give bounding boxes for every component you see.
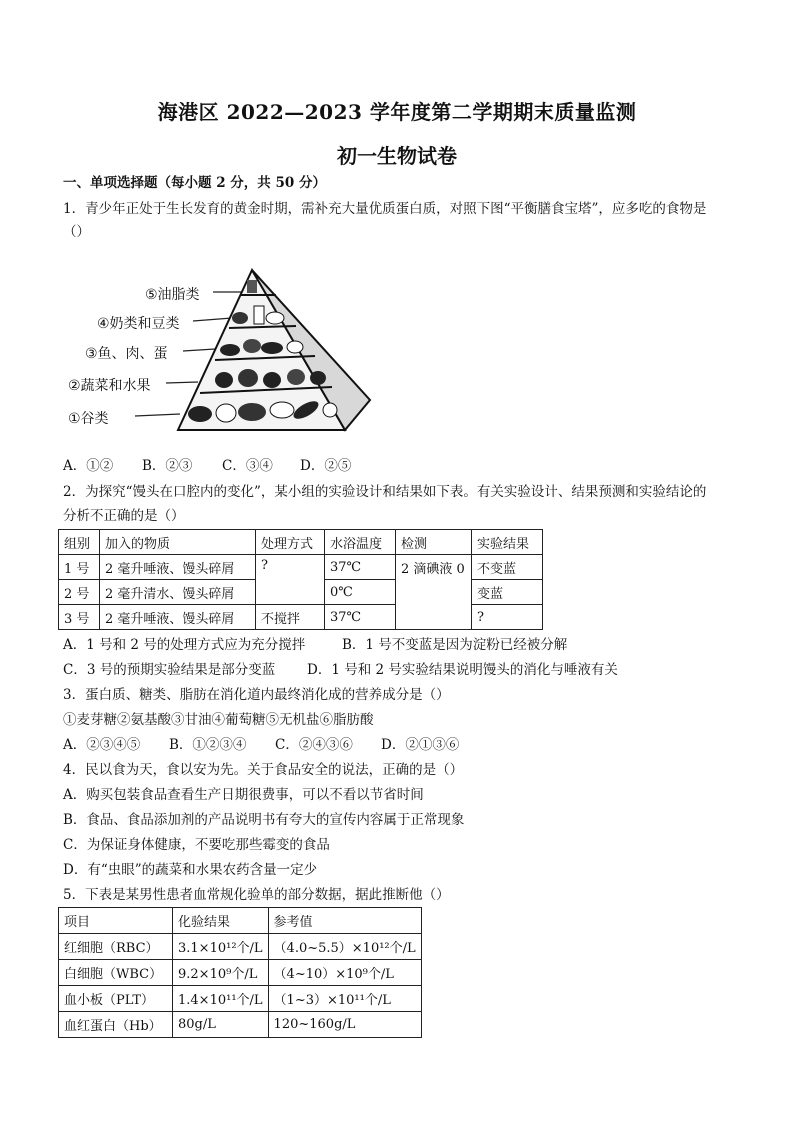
table-cell: ? [472,605,543,630]
table-cell: 白细胞（WBC） [59,960,173,986]
q4-option-a[interactable]: A．购买包装食品查看生产日期很费事，可以不看以节省时间 [63,787,424,803]
table-header-row [59,908,422,934]
table-header-cell: 加入的物质 [100,530,256,555]
q2-option-d[interactable]: D．1 号和 2 号实验结果说明馒头的消化与唾液有关 [307,662,618,678]
exam-subtitle: 初一生物试卷 [337,144,457,168]
table-cell: 2 毫升清水、馒头碎屑 [100,580,256,605]
table-row [59,555,543,580]
q2-stem-line1: 2．为探究“馒头在口腔内的变化”，某小组的实验设计和结果如下表。有关实验设计、结果预测和实验结论的 [63,484,707,500]
table-cell: 1 号 [59,555,100,580]
q3-option-b[interactable]: B．①②③④ [169,737,247,753]
q2-stem-line2: 分析不正确的是（） [63,508,185,524]
q1-option-d[interactable]: D．②⑤ [300,458,352,474]
table-cell: 120~160g/L [268,1012,421,1038]
table-cell: （1~3）×10¹¹个/L [268,986,421,1012]
table-cell: 红细胞（RBC） [59,934,173,960]
q1-options [63,457,351,475]
q3-option-c[interactable]: C．②④③⑥ [275,737,353,753]
table-cell: 2 号 [59,580,100,605]
q3-items: ①麦芽糖②氨基酸③甘油④葡萄糖⑤无机盐⑥脂肪酸 [63,712,374,728]
table-header-cell: 处理方式 [256,530,325,555]
table-row [59,960,422,986]
section-heading: 一、单项选择题（每小题 2 分，共 50 分） [63,175,326,191]
q1-option-a[interactable]: A．①② [63,458,114,474]
table-cell: 2 毫升唾液、馒头碎屑 [100,605,256,630]
table-cell: ? [256,555,325,605]
table-cell: 37℃ [325,555,396,580]
q3-options [63,736,459,754]
table-header-row [59,530,543,555]
table-cell: 血红蛋白（Hb） [59,1012,173,1038]
q4-option-b[interactable]: B．食品、食品添加剂的产品说明书有夸大的宣传内容属于正常现象 [63,812,465,828]
table-header-cell: 水浴温度 [325,530,396,555]
table-cell: 2 滴碘液 0 [396,555,472,630]
table-cell: 3 号 [59,605,100,630]
q4-option-c[interactable]: C．为保证身体健康，不要吃那些霉变的食品 [63,837,330,853]
table-cell: 9.2×10⁹个/L [173,960,269,986]
table-row [59,986,422,1012]
q4-stem: 4．民以食为天，食以安为先。关于食品安全的说法，正确的是（） [63,762,464,778]
q1-option-c[interactable]: C．③④ [222,458,273,474]
table-header-cell: 检测 [396,530,472,555]
pyramid-drawing [0,0,794,460]
q3-stem: 3．蛋白质、糖类、脂肪在消化道内最终消化成的营养成分是（） [63,687,450,703]
table-cell: 血小板（PLT） [59,986,173,1012]
q2-option-c[interactable]: C．3 号的预期实验结果是部分变蓝 [63,662,276,678]
table-cell: 不变蓝 [472,555,543,580]
q4-option-d[interactable]: D．有“虫眼”的蔬菜和水果农药含量一定少 [63,862,318,878]
table-cell: （4.0~5.5）×10¹²个/L [268,934,421,960]
q1-stem-line2: （） [63,224,90,240]
q1-option-b[interactable]: B．②③ [142,458,193,474]
pyramid-label-vegetables: ②蔬菜和水果 [68,378,151,394]
q2-option-a[interactable]: A．1 号和 2 号的处理方式应为充分搅拌 [63,637,306,653]
q3-option-d[interactable]: D．②①③⑥ [381,737,460,753]
table-cell: 1.4×10¹¹个/L [173,986,269,1012]
table-header-cell: 组别 [59,530,100,555]
table-cell: 不搅拌 [256,605,325,630]
table-row [59,1012,422,1038]
table-cell: 变蓝 [472,580,543,605]
q2-options-line1 [63,636,567,654]
table-cell: 37℃ [325,605,396,630]
table-cell: 80g/L [173,1012,269,1038]
q2-options-line2 [63,661,618,679]
table-header-cell: 实验结果 [472,530,543,555]
q1-stem-line1: 1．青少年正处于生长发育的黄金时期，需补充大量优质蛋白质，对照下图“平衡膳食宝塔”，应多吃的食物是 [63,201,707,217]
exam-title: 海港区 2022—2023 学年度第二学期期末质量监测 [157,100,637,124]
pyramid-label-meat: ③鱼、肉、蛋 [85,346,168,362]
q3-option-a[interactable]: A．②③④⑤ [63,737,141,753]
table-cell: 3.1×10¹²个/L [173,934,269,960]
q2-experiment-table [58,529,543,630]
q5-blood-test-table [58,907,422,1038]
table-header-cell: 项目 [59,908,173,934]
table-header-cell: 参考值 [268,908,421,934]
q2-option-b[interactable]: B．1 号不变蓝是因为淀粉已经被分解 [342,637,568,653]
table-row [59,934,422,960]
pyramid-label-oils: ⑤油脂类 [145,287,200,303]
table-cell: 0℃ [325,580,396,605]
table-cell: 2 毫升唾液、馒头碎屑 [100,555,256,580]
q5-stem: 5．下表是某男性患者血常规化验单的部分数据，据此推断他（） [63,887,450,903]
table-cell: （4~10）×10⁹个/L [268,960,421,986]
pyramid-label-grains: ①谷类 [68,411,109,427]
table-header-cell: 化验结果 [173,908,269,934]
pyramid-label-dairy: ④奶类和豆类 [97,316,180,332]
